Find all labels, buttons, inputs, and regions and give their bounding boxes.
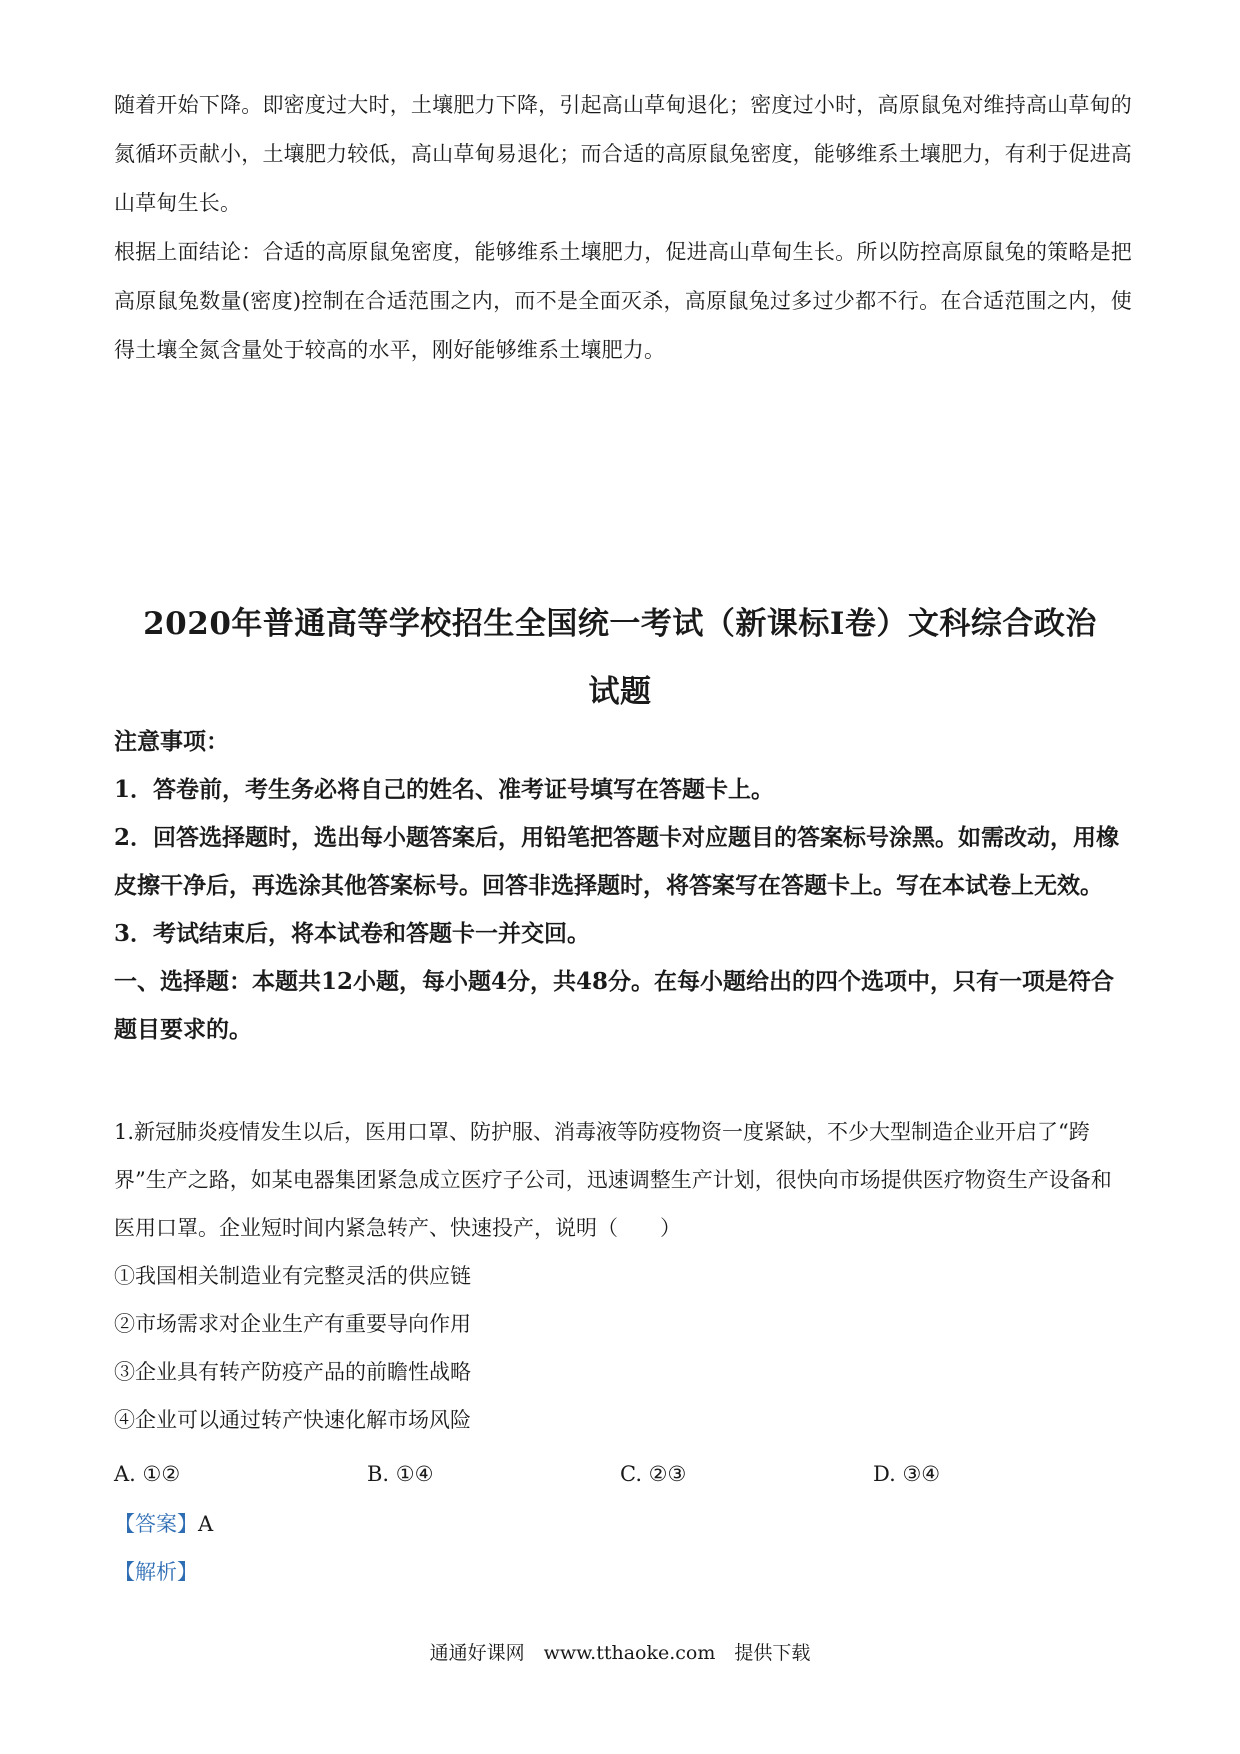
option-d: D. ③④ bbox=[873, 1462, 941, 1486]
answer-value: A bbox=[198, 1512, 214, 1536]
statement: ③企业具有转产防疫产品的前瞻性战略 bbox=[114, 1360, 471, 1384]
top-text-block bbox=[114, 81, 1132, 375]
option-c: C. ②③ bbox=[620, 1462, 687, 1486]
section-heading: 一、选择题：本题共12小题，每小题4分，共48分。在每小题给出的四个选项中，只有一项是符合题目要求的。 bbox=[114, 968, 1115, 1043]
analysis-line bbox=[114, 1548, 1132, 1596]
question-1 bbox=[114, 1108, 1132, 1444]
statement: ④企业可以通过转产快速化解市场风险 bbox=[114, 1408, 471, 1432]
page-footer: 通通好课网 www.tthaoke.com 提供下载 bbox=[429, 1642, 811, 1664]
exam-title-line2: 试题 bbox=[588, 674, 652, 710]
paragraph: 随着开始下降。即密度过大时，土壤肥力下降，引起高山草甸退化；密度过小时，高原鼠兔对维持高山草甸的氮循环贡献小，土壤肥力较低，高山草甸易退化；而合适的高原鼠兔密度，能够维系土壤肥力，有利于促进高山草甸生长。 bbox=[114, 93, 1132, 215]
exam-title-line1: 2020年普通高等学校招生全国统一考试（新课标Ⅰ卷）文科综合政治 bbox=[143, 606, 1097, 642]
notice-block bbox=[114, 718, 1132, 1054]
notice-item: 3．考试结束后，将本试卷和答题卡一并交回。 bbox=[114, 920, 591, 947]
exam-title bbox=[90, 590, 1150, 726]
notice-heading: 注意事项： bbox=[114, 728, 229, 755]
question-stem: 1.新冠肺炎疫情发生以后，医用口罩、防护服、消毒液等防疫物资一度紧缺，不少大型制造企业开启了“跨界”生产之路，如某电器集团紧急成立医疗子公司，迅速调整生产计划，很快向市场提供医疗物资生产设备和医用口罩。企业短时间内紧急转产、快速投产，说明（ ） bbox=[114, 1120, 1112, 1240]
option-a: A. ①② bbox=[114, 1462, 181, 1486]
paragraph: 根据上面结论：合适的高原鼠兔密度，能够维系土壤肥力，促进高山草甸生长。所以防控高原鼠兔的策略是把高原鼠兔数量(密度)控制在合适范围之内，而不是全面灭杀，高原鼠兔过多过少都不行。在合适范围之内，使得土壤全氮含量处于较高的水平，刚好能够维系土壤肥力。 bbox=[114, 240, 1132, 362]
option-b: B. ①④ bbox=[367, 1462, 434, 1486]
statement: ①我国相关制造业有完整灵活的供应链 bbox=[114, 1264, 471, 1288]
notice-item: 1．答卷前，考生务必将自己的姓名、准考证号填写在答题卡上。 bbox=[114, 776, 775, 803]
answer-line bbox=[114, 1500, 1132, 1548]
notice-item: 2．回答选择题时，选出每小题答案后，用铅笔把答题卡对应题目的答案标号涂黑。如需改动，用橡皮擦干净后，再选涂其他答案标号。回答非选择题时，将答案写在答题卡上。写在本试卷上无效。 bbox=[114, 824, 1120, 899]
analysis-label: 【解析】 bbox=[114, 1560, 198, 1584]
answer-label: 【答案】 bbox=[114, 1512, 198, 1536]
statement: ②市场需求对企业生产有重要导向作用 bbox=[114, 1312, 471, 1336]
